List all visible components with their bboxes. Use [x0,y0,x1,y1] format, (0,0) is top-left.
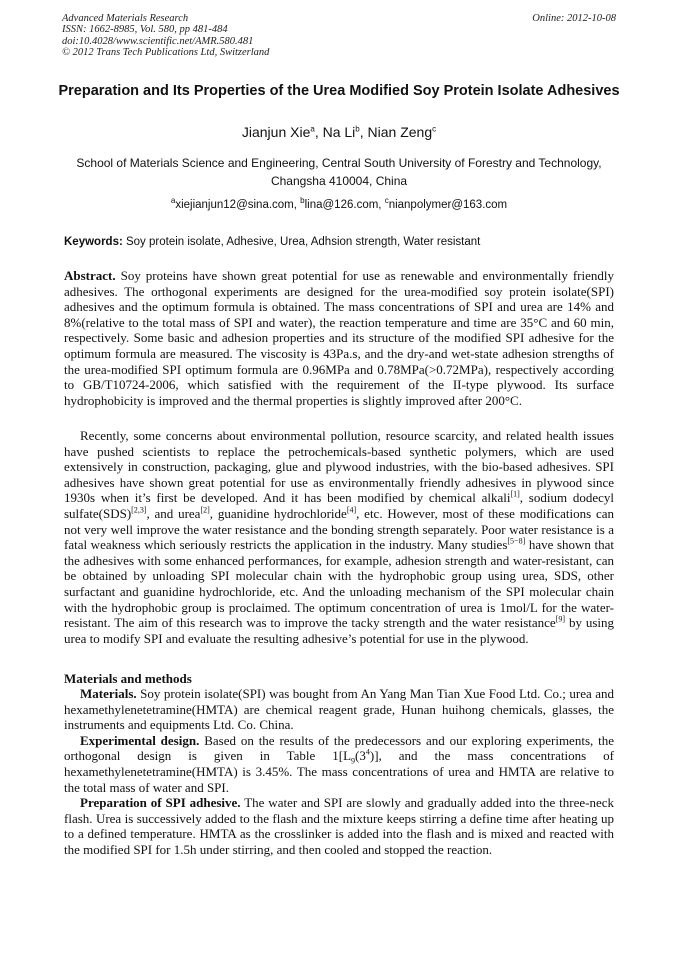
author-separator: , [314,124,323,140]
email-mark: b [300,196,305,206]
issn-line: ISSN: 1662-8985, Vol. 580, pp 481-484 [62,24,228,36]
email-mark: a [170,196,176,206]
keywords-label: Keywords: [64,236,123,248]
journal-name: Advanced Materials Research [62,13,189,24]
intro-text: Recently, some concerns about environmental pollution, resource scarcity, and related health issues have pushed scientists to replace the petrochemicals-based synthetic polymers, which are used extensively in construction, packaging, glue and plywood industries, with the bio-based adhesives. SPI adhesives have shown great potential for use as environmentally friendly adhesives in plywood since 1930s when it’s first be developed. And it has been modified by chemical alkali [64,428,614,506]
intro-text: , guanidine hydrochloride [209,505,347,521]
author-name: Nian Zeng [367,124,433,140]
author-mark: a [310,124,315,134]
paper-title: Preparation and Its Properties of the Urea Modified Soy Protein Isolate Adhesives [58,83,620,99]
email-list [0,198,678,213]
journal-header [62,13,616,59]
design-subscript: 9 [351,756,356,766]
copyright-line: © 2012 Trans Tech Publications Ltd, Switzerland [62,47,270,59]
email-separator: , [293,199,301,211]
intro-text: , sodium dodecyl sulfate(SDS) [64,490,614,521]
materials-text: Soy protein isolate(SPI) was bought from An Yang Man Tian Xue Food Ltd. Co.; urea and hexamethylenetetramine(HMTA) are chemical reagent grade, Hunan huihong chemicals, glasses, the instruments and equipments Ltd. Co. China. [64,686,614,733]
preparation-text: The water and SPI are slowly and gradually added into the three-neck flash. Urea is successively added to the flash and the mixture keeps stirring a define time after heating up to a defined temperature. HMTA as the crosslinker is added into the flash and is mixed and reacted with the modified SPI for 1.5h under stirring, and then cooled and stopped the reaction. [64,795,614,857]
citation-ref[interactable]: [9] [555,614,566,624]
email-address[interactable]: lina@126.com [304,199,379,211]
keywords-text: Soy protein isolate, Adhesive, Urea, Adhsion strength, Water resistant [122,236,481,248]
author-list [0,123,678,141]
author-name: Na Li [322,124,356,140]
section-heading-methods: Materials and methods [64,671,192,686]
author-mark: c [432,124,437,134]
keywords [64,235,624,250]
email-address[interactable]: xiejianjun12@sina.com [175,199,294,211]
citation-ref[interactable]: [2] [200,505,210,515]
doi-line: doi:10.4028/www.scientific.net/AMR.580.481 [62,35,254,47]
citation-ref[interactable]: [2,3] [131,505,147,515]
materials-paragraph [64,686,614,733]
design-text: Based on the results of the predecessors and our exploring experiments, the orthogonal design is given in Table 1[L [64,732,614,764]
author-mark: b [355,124,360,134]
design-paragraph [64,733,614,795]
preparation-paragraph [64,795,614,857]
materials-label: Materials. [80,686,137,701]
abstract-text: Soy proteins have shown great potential for use as renewable and environmentally friendly adhesives. The orthogonal experiments are designed for the urea-modified soy protein isolate(SPI) adhesives and the optimum formula is obtained. The mass concentrations of SPI and urea are 14% and 8%(relative to the total mass of SPI and water), the reaction temperature and time are 35°C and 60 min, respectively. Some basic and adhesion properties and its structure of the modified SPI adhesive for the optimum formula are measured. The viscosity is 43Pa.s, and the dry-and wet-state adhesion strengths of the urea-modified SPI optimum formula are 0.96MPa and 0.78MPa(>0.72MPa), respectively according to GB/T10724-2006, which satisfied with the requirement of the II-type plywood. Its surface hydrophobicity is improved and the thermal properties is slightly improved after 200°C. [64,268,614,408]
introduction-paragraph [64,428,614,646]
affiliation: School of Materials Science and Engineering, Central South University of Forestry and Technology, Changsha 410004, China [76,156,602,188]
citation-ref[interactable]: [4] [346,505,357,515]
email-separator: , [378,199,385,211]
design-text: )], and the mass concentrations of hexamethylenetetramine(HMTA) is 3.45%. The mass concentrations of urea and HMTA are relative to the total mass of water and SPI. [64,748,614,795]
author-separator: , [359,124,368,140]
design-superscript: 4 [365,748,370,758]
abstract [64,268,614,408]
author-name: Jianjun Xie [241,124,311,140]
email-mark: c [384,196,389,206]
intro-text: , etc. However, most of these modifications can not very well improve the water resistance and the bonding strength separately. Poor water resistance is a fatal weakness which seriously restricts the application in the industry. Many studies [64,505,615,553]
intro-text: , and urea [146,505,201,521]
methods-section [64,686,614,858]
intro-text: by using urea to modify SPI and evaluate the resulting adhesive’s potential for use in the plywood. [64,615,615,646]
online-date: Online: 2012-10-08 [532,13,616,24]
abstract-label: Abstract. [64,268,116,283]
citation-ref[interactable]: [1] [510,490,520,500]
intro-text: have shown that the adhesives with some enhanced performances, for example, adhesion strength and water-resistant, can be obtained by unloading SPI molecular chain with the hydrophobic group using urea, SDS, other surfactant and guanidine hydrochloride, etc. And the unloading mechanism of the SPI molecular chain with the hydrophobic group is proclaimed. The optimum concentration of urea is 1mol/L for the water-resistant. The aim of this research was to improve the tacky strength and the water resistance [64,537,614,631]
design-text: (3 [355,748,366,764]
email-address[interactable]: nianpolymer@163.com [388,199,508,211]
citation-ref[interactable]: [5−8] [507,536,526,546]
preparation-label: Preparation of SPI adhesive. [80,795,241,811]
design-label: Experimental design. [80,732,200,748]
